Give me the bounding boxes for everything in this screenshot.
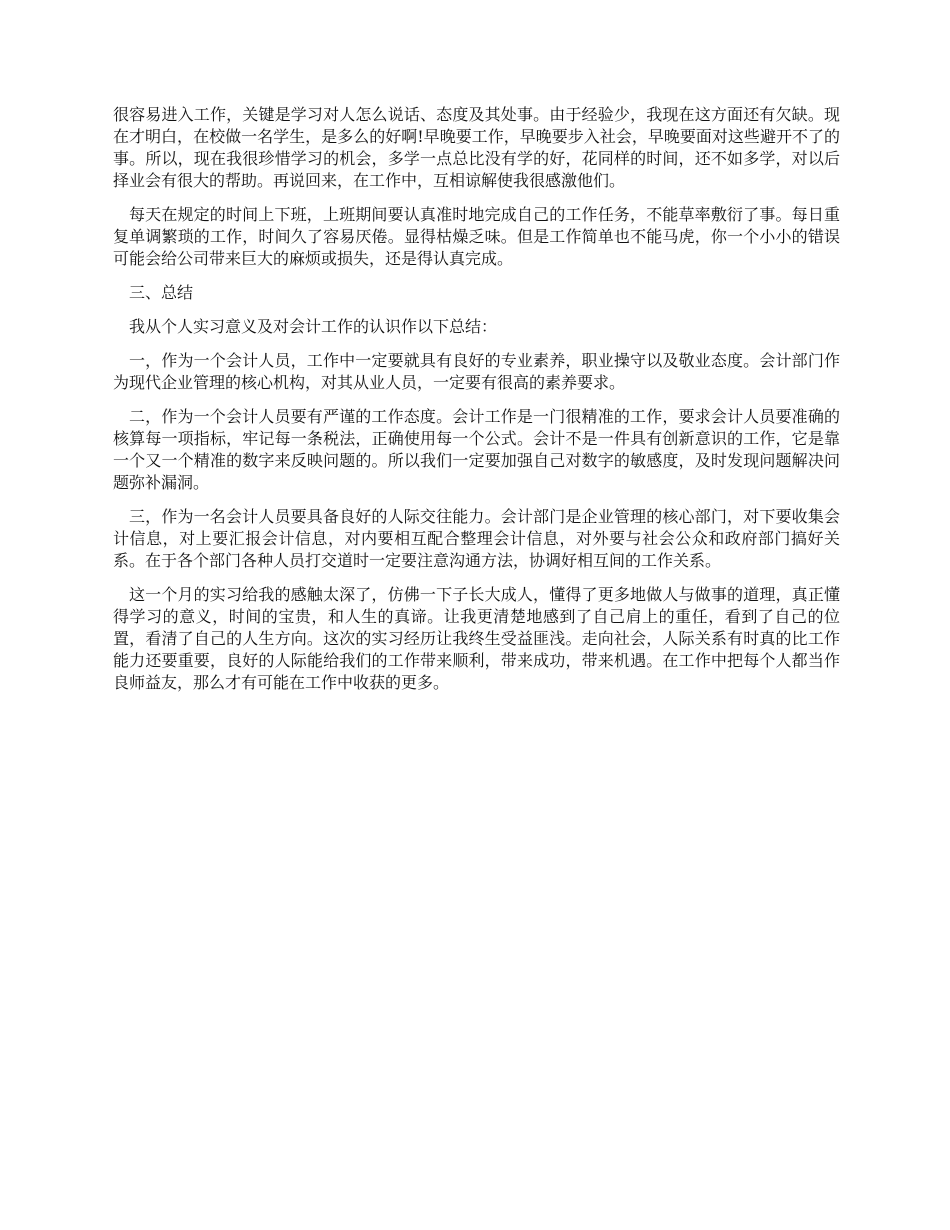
document-body (113, 104, 840, 706)
section-heading-summary: 三、总结 (129, 283, 194, 302)
paragraph-conclusion: 这一个月的实习给我的感触太深了，仿佛一下子长大成人，懂得了更多地做人与做事的道理，真正懂得学习的意义，时间的宝贵，和人生的真谛。让我更清楚地感到了自己肩上的重任，看到了自己的位置，看清了自己的人生方向。这次的实习经历让我终生受益匪浅。走向社会，人际关系有时真的比工作能力还要重要，良好的人际能给我们的工作带来顺利，带来成功，带来机遇。在工作中把每个人都当作良师益友，那么才有可能在工作中收获的更多。 (113, 585, 840, 692)
paragraph-point-two: 二，作为一个会计人员要有严谨的工作态度。会计工作是一门很精准的工作，要求会计人员要准确的核算每一项指标，牢记每一条税法，正确使用每一个公式。会计不是一件具有创新意识的工作，它是靠一个又一个精准的数字来反映问题的。所以我们一定要加强自己对数字的敏感度，及时发现问题解决问题弥补漏洞。 (113, 407, 840, 492)
paragraph-continuation: 很容易进入工作，关键是学习对人怎么说话、态度及其处事。由于经验少，我现在这方面还有欠缺。现在才明白，在校做一名学生，是多么的好啊!早晚要工作，早晚要步入社会，早晚要面对这些避开不了的事。所以，现在我很珍惜学习的机会，多学一点总比没有学的好，花同样的时间，还不如多学，对以后择业会有很大的帮助。再说回来，在工作中，互相谅解使我很感激他们。 (113, 105, 840, 190)
paragraph-summary-intro: 我从个人实习意义及对会计工作的认识作以下总结： (129, 317, 498, 336)
paragraph-point-three: 三，作为一名会计人员要具备良好的人际交往能力。会计部门是企业管理的核心部门，对下要收集会计信息，对上要汇报会计信息，对内要相互配合整理会计信息，对外要与社会公众和政府部门搞好关系。在于各个部门各种人员打交道时一定要注意沟通方法，协调好相互间的工作关系。 (113, 507, 840, 570)
paragraph-point-one: 一，作为一个会计人员，工作中一定要就具有良好的专业素养，职业操守以及敬业态度。会计部门作为现代企业管理的核心机构，对其从业人员，一定要有很高的素养要求。 (113, 351, 840, 392)
paragraph-daily-work: 每天在规定的时间上下班，上班期间要认真准时地完成自己的工作任务，不能草率敷衍了事。每日重复单调繁琐的工作，时间久了容易厌倦。显得枯燥乏味。但是工作简单也不能马虎，你一个小小的错误可能会给公司带来巨大的麻烦或损失，还是得认真完成。 (113, 205, 840, 268)
